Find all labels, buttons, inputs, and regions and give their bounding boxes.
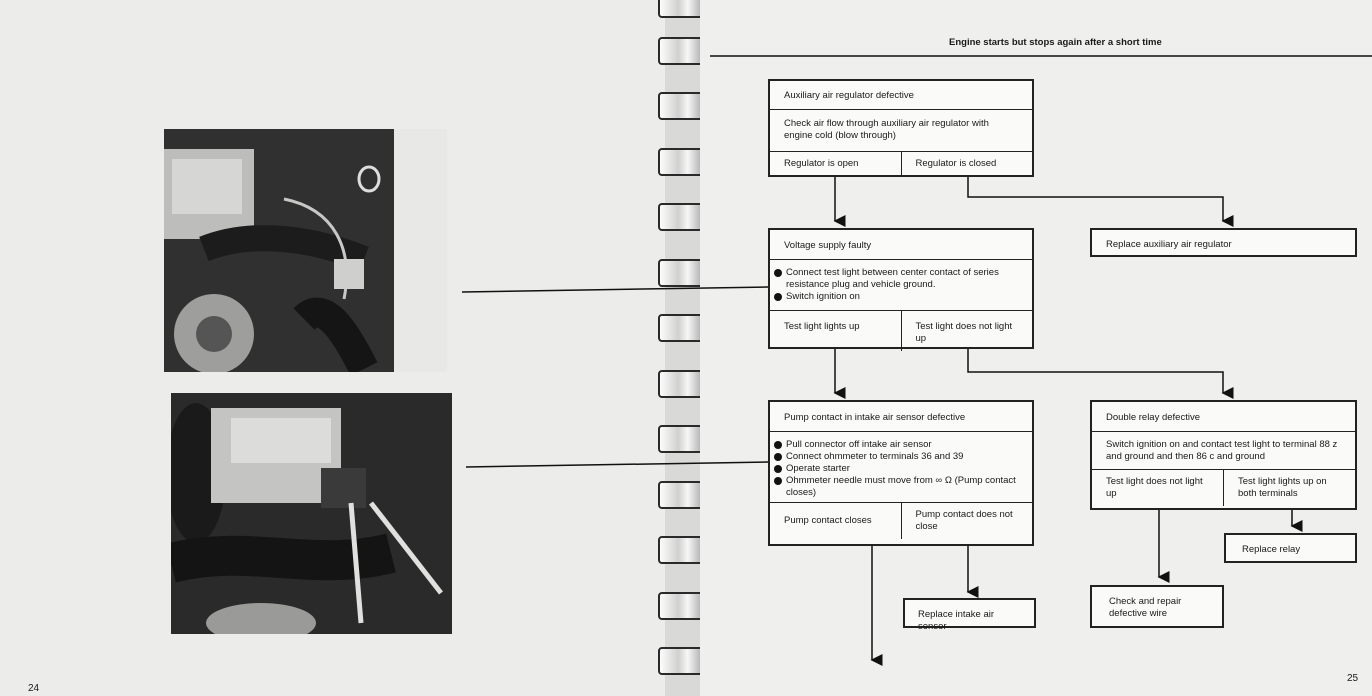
option-regulator-open: Regulator is open <box>784 158 859 169</box>
option-light-not-lit: Test light does not light up <box>901 311 1033 351</box>
box-text: Replace relay <box>1242 544 1301 555</box>
option-light-lights-up: Test light lights up <box>784 321 860 332</box>
box-title: Auxiliary air regulator defective <box>770 81 1032 110</box>
step-connect-test-light: Connect test light between center contact of series resistance plug and vehicle ground. <box>774 267 1018 291</box>
box-double-relay-defective <box>1090 400 1357 510</box>
box-pump-contact-defective <box>768 400 1034 546</box>
option-relay-lights-both: Test light lights up on both terminals <box>1223 470 1355 506</box>
box-text: Replace auxiliary air regulator <box>1106 239 1232 250</box>
box-replace-intake-air-sensor <box>903 598 1036 632</box>
box-instruction: Check air flow through auxiliary air regulator with engine cold (blow through) <box>770 110 1032 152</box>
step-operate-starter: Operate starter <box>774 463 1018 475</box>
pointer-to-bottom-photo <box>466 462 768 467</box>
arrow-closed-to-replace <box>968 176 1223 221</box>
box-instruction: Switch ignition on and contact test light to terminal 88 z and ground and then 86 c and ground <box>1092 432 1355 470</box>
step-connect-ohmmeter: Connect ohmmeter to terminals 36 and 39 <box>774 451 1018 463</box>
option-pump-not-close: Pump contact does not close <box>901 503 1033 539</box>
box-replace-auxiliary-air-regulator <box>1090 228 1357 257</box>
box-title: Pump contact in intake air sensor defective <box>770 402 1032 432</box>
option-relay-not-lit: Test light does not light up <box>1106 476 1203 499</box>
option-regulator-closed: Regulator is closed <box>901 152 1033 176</box>
box-title: Voltage supply faulty <box>770 230 1032 260</box>
page-number-right: 25 <box>1347 673 1359 684</box>
step-ohmmeter-needle: Ohmmeter needle must move from ∞ Ω (Pump contact closes) <box>774 475 1018 499</box>
box-text: Replace intake air sensor <box>918 609 995 632</box>
box-voltage-supply-faulty <box>768 228 1034 349</box>
page-number-left: 24 <box>28 683 40 694</box>
step-switch-ignition: Switch ignition on <box>774 291 1018 303</box>
box-title: Double relay defective <box>1092 402 1355 432</box>
box-text: Check and repair defective wire <box>1109 596 1182 619</box>
step-pull-connector: Pull connector off intake air sensor <box>774 439 1018 451</box>
arrow-nolight-to-relay <box>968 347 1223 393</box>
page-header: Engine starts but stops again after a short time <box>949 37 1162 48</box>
box-auxiliary-air-regulator <box>768 79 1034 177</box>
box-replace-relay <box>1224 533 1357 563</box>
pointer-to-top-photo <box>462 287 768 292</box>
option-pump-closes: Pump contact closes <box>784 515 872 526</box>
box-check-repair-wire <box>1090 585 1224 628</box>
